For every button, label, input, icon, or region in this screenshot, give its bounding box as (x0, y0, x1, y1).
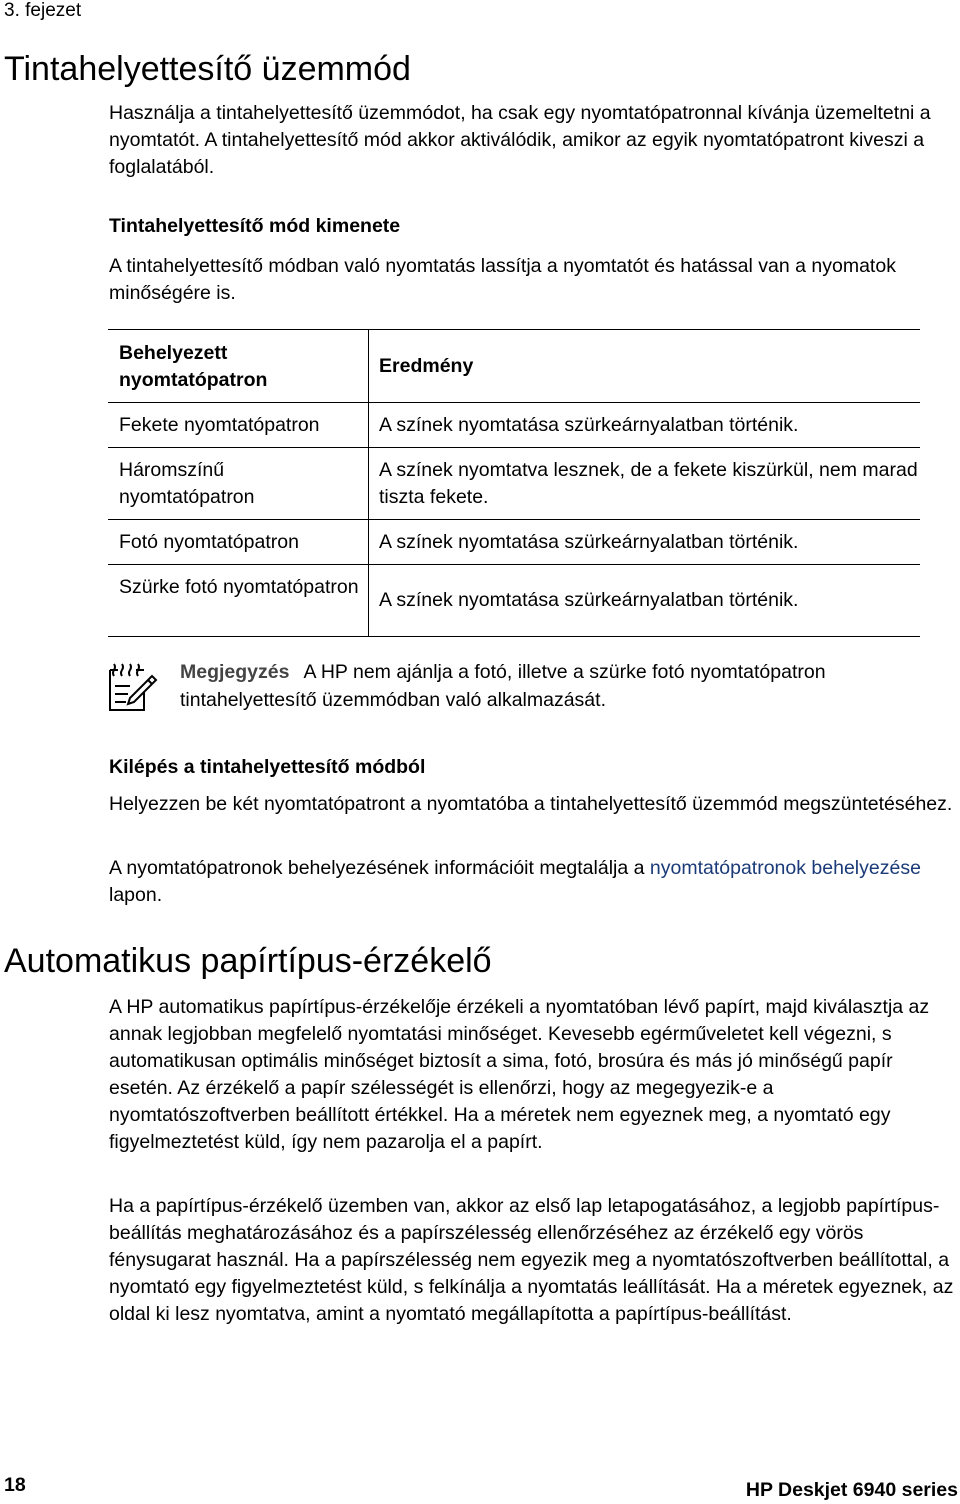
note-label: Megjegyzés (180, 661, 290, 683)
cartridge-result-table (108, 329, 920, 638)
table-rule-bottom (108, 636, 920, 637)
section-title-paper-sensor: Automatikus papírtípus-érzékelő (4, 942, 492, 980)
exit-paragraph: Helyezzen be két nyomtatópatront a nyomtatóba a tintahelyettesítő üzemmód megszüntetéséhez. (109, 793, 953, 815)
install-paragraph (109, 855, 959, 909)
paper-sensor-paragraph-2: Ha a papírtípus-érzékelő üzemben van, akkor az első lap letapogatásához, a legjobb papírtípus-beállítás meghatározásához és a papírszélesség ellenőrzéséhez az érzékelő egy vörös fénysugarat használ. Ha a papírszélesség nem egyezik meg a nyomtatószoftverben beállítottal, a nyomtató egy figyelmeztetést küld, s felkínálja a nyomtatás leállítását. Ha a méretek egyeznek, az oldal ki lesz nyomtatva, amint a nyomtató megállapította a papírtípus-beállítást. (109, 1195, 954, 1325)
table-rule (108, 447, 920, 448)
table-cell-cartridge: Fotó nyomtatópatron (119, 531, 299, 553)
product-name: HP Deskjet 6940 series (745, 1479, 958, 1501)
exit-heading: Kilépés a tintahelyettesítő módból (109, 756, 426, 778)
table-cell-result: A színek nyomtatva lesznek, de a fekete kiszürkül, nem marad tiszta fekete. (379, 459, 918, 508)
table-cell-result: A színek nyomtatása szürkeárnyalatban történik. (379, 589, 799, 611)
table-rule-header (108, 402, 920, 403)
chapter-label: 3. fejezet (4, 0, 82, 21)
table-header-result: Eredmény (379, 355, 474, 377)
table-rule-top (108, 329, 920, 330)
table-cell-cartridge: Háromszínű nyomtatópatron (119, 459, 255, 508)
table-cell-result: A színek nyomtatása szürkeárnyalatban történik. (379, 531, 799, 553)
output-paragraph: A tintahelyettesítő módban való nyomtatás lassítja a nyomtatót és hatással van a nyomatok minőségére is. (109, 255, 896, 304)
table-rule (108, 564, 920, 565)
cartridge-install-link[interactable]: nyomtatópatronok behelyezése (649, 857, 921, 879)
output-heading: Tintahelyettesítő mód kimenete (109, 215, 401, 237)
note-text: A HP nem ajánlja a fotó, illetve a szürke fotó nyomtatópatron tintahelyettesítő üzemmódban való alkalmazását. (180, 661, 826, 711)
table-rule (108, 519, 920, 520)
table-cell-cartridge: Szürke fotó nyomtatópatron (119, 576, 359, 598)
note-block (180, 658, 940, 714)
section-title-ink-backup: Tintahelyettesítő üzemmód (4, 50, 411, 88)
table-header-cartridge: Behelyezett nyomtatópatron (119, 342, 268, 391)
intro-paragraph: Használja a tintahelyettesítő üzemmódot, ha csak egy nyomtatópatronnal kívánja üzemeltetni a nyomtatót. A tintahelyettesítő mód akkor aktiválódik, amikor az egyik nyomtatópatront kiveszi a foglalatából. (109, 102, 931, 178)
page-number: 18 (4, 1474, 26, 1496)
paper-sensor-paragraph-1: A HP automatikus papírtípus-érzékelője érzékeli a nyomtatóban lévő papírt, majd kiválasztja az annak legjobban megfelelő nyomtatási minőséget. Kevesebb egérműveletet kell végezni, s automatikusan optimális minőséget biztosít a sima, fotó, brosúra és más jó minőségű papír esetén. Az érzékelő a papír szélességét is ellenőrzi, hogy az megegyezik-e a nyomtatószoftverben beállított értékkel. Ha a méretek nem egyeznek meg, a nyomtató egy figyelmeztetést küld, így nem pazarolja el a papírt. (109, 996, 930, 1153)
table-cell-result: A színek nyomtatása szürkeárnyalatban történik. (379, 414, 799, 436)
note-icon (106, 662, 158, 712)
table-column-divider (368, 329, 369, 637)
table-cell-cartridge: Fekete nyomtatópatron (119, 414, 320, 436)
install-text: A nyomtatópatronok behelyezésének információit megtalálja a (109, 857, 650, 879)
install-text-end: lapon. (109, 884, 163, 906)
